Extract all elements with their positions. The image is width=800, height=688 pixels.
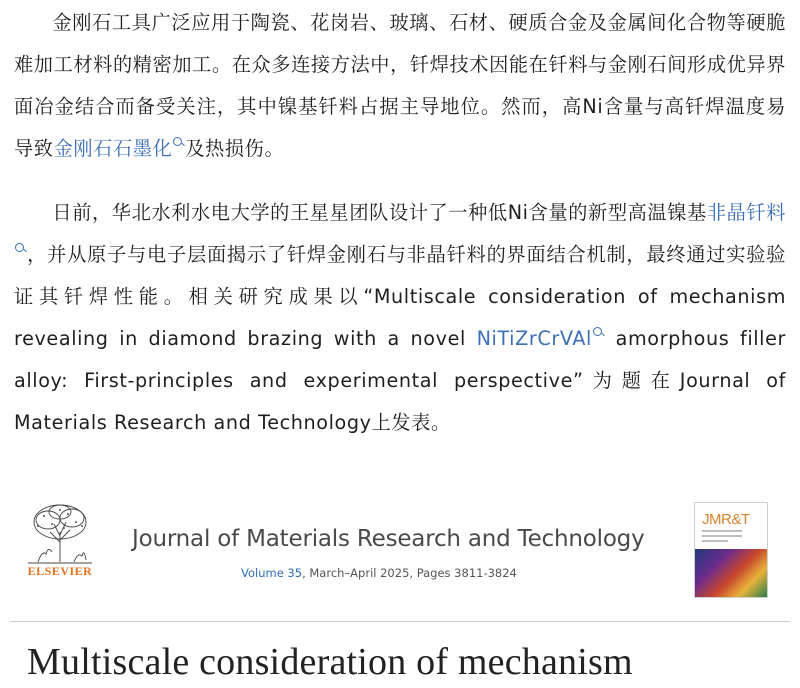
link-nitizrcrval[interactable]: NiTiZrCrVAl: [476, 327, 592, 350]
paragraph-2-text-1: 日前，华北水利水电大学的王星星团队设计了一种低Ni含量的新型高温镍基: [52, 201, 707, 224]
paragraph-2-text-2: ，并从原子与电子层面揭示了钎焊金刚石与非晶钎料的界面结合机制，最终通过实验验证其钎焊性能。相关研究成果以“Multiscale consideration of mechanism revealing in diamond brazing with a novel: [14, 243, 786, 350]
volume-link[interactable]: Volume 35: [241, 566, 303, 580]
paragraph-2-text-3: amorphous filler alloy: First-principles and experimental perspective”为题在Journal of Materials Research and Technology上发表。: [14, 327, 786, 434]
issue-details: , March–April 2025, Pages 3811-3824: [302, 566, 517, 580]
journal-title[interactable]: Journal of Materials Research and Technology: [132, 526, 645, 552]
journal-cover-thumbnail[interactable]: [694, 502, 768, 598]
paragraph-1-tail: 及热损伤。: [185, 137, 285, 160]
link-diamond-graphitization[interactable]: 金刚石石墨化: [53, 137, 173, 160]
cover-artwork: [695, 549, 767, 597]
publisher-name: ELSEVIER: [27, 564, 93, 578]
divider: [10, 621, 790, 622]
search-icon[interactable]: [173, 137, 182, 146]
elsevier-tree-logo: [24, 502, 96, 564]
journal-banner: [0, 498, 800, 608]
paper-title: Multiscale consideration of mechanism: [27, 641, 633, 683]
paragraph-1: [14, 0, 786, 170]
cover-subtitle-lines: [702, 530, 742, 545]
paragraph-1-text: 金刚石工具广泛应用于陶瓷、花岗岩、玻璃、石材、硬质合金及金属间化合物等硬脆难加工材料的精密加工。在众多连接方法中，钎焊技术因能在钎料与金刚石间形成优异界面冶金结合而备受关注，其中镍基钎料占据主导地位。然而，高Ni含量与高钎焊温度易导致: [14, 11, 786, 160]
link-amorphous-filler[interactable]: 非晶钎料: [706, 201, 786, 224]
paragraph-2: [14, 192, 786, 444]
article-body: [14, 0, 786, 444]
cover-title: JMR&T: [702, 511, 750, 528]
search-icon[interactable]: [593, 327, 602, 336]
journal-issue-info: [241, 566, 517, 580]
search-icon[interactable]: [15, 243, 24, 252]
